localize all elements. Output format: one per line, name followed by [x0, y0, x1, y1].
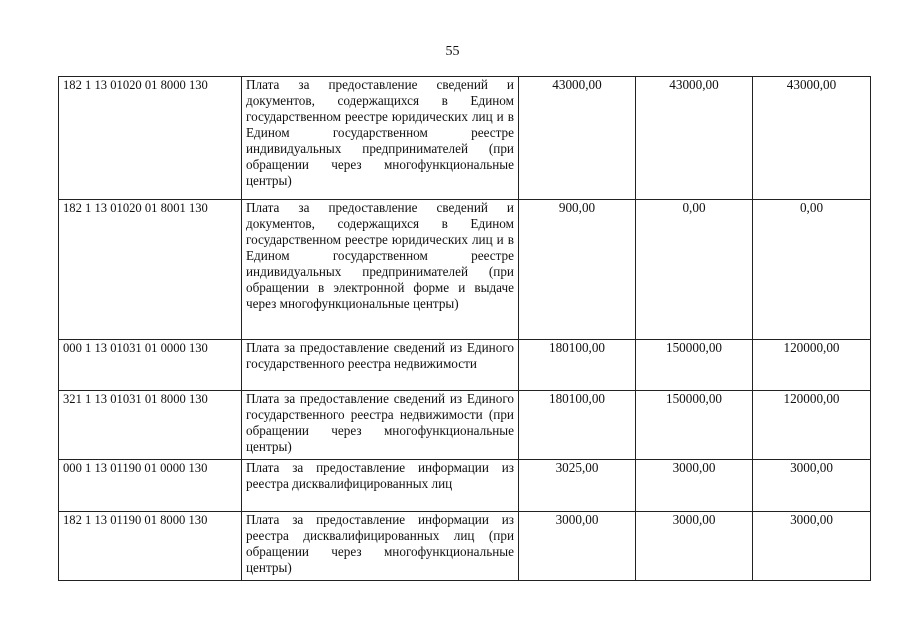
- amount-year-3: 3000,00: [753, 512, 871, 581]
- amount-year-3: 120000,00: [753, 391, 871, 460]
- revenue-description: Плата за предоставление информации из реестра дисквалифицированных лиц (при обращении через многофункциональные центры): [242, 512, 519, 581]
- amount-year-1: 3000,00: [519, 512, 636, 581]
- amount-year-1: 900,00: [519, 200, 636, 340]
- amount-year-1: 180100,00: [519, 391, 636, 460]
- table-row: [59, 340, 871, 391]
- table-row: [59, 77, 871, 200]
- revenue-table: [58, 76, 871, 581]
- budget-classification-code: 000 1 13 01031 01 0000 130: [59, 340, 242, 391]
- table-row: [59, 391, 871, 460]
- amount-year-3: 3000,00: [753, 460, 871, 512]
- revenue-description: Плата за предоставление сведений и документов, содержащихся в Едином государственном реестре юридических лиц и в Едином государственном реестре индивидуальных предпринимателей (при обращении в электронной форме и выдаче через многофункциональные центры): [242, 200, 519, 340]
- table-row: [59, 200, 871, 340]
- revenue-description: Плата за предоставление сведений и документов, содержащихся в Едином государственном реестре юридических лиц и в Едином государственном реестре индивидуальных предпринимателей (при обращении через многофункциональные центры): [242, 77, 519, 200]
- budget-classification-code: 321 1 13 01031 01 8000 130: [59, 391, 242, 460]
- amount-year-3: 43000,00: [753, 77, 871, 200]
- table-row: [59, 512, 871, 581]
- budget-classification-code: 000 1 13 01190 01 0000 130: [59, 460, 242, 512]
- amount-year-2: 150000,00: [636, 340, 753, 391]
- amount-year-3: 0,00: [753, 200, 871, 340]
- budget-classification-code: 182 1 13 01020 01 8001 130: [59, 200, 242, 340]
- amount-year-2: 150000,00: [636, 391, 753, 460]
- amount-year-1: 43000,00: [519, 77, 636, 200]
- amount-year-2: 0,00: [636, 200, 753, 340]
- table-row: [59, 460, 871, 512]
- amount-year-1: 3025,00: [519, 460, 636, 512]
- budget-classification-code: 182 1 13 01190 01 8000 130: [59, 512, 242, 581]
- revenue-description: Плата за предоставление информации из реестра дисквалифицированных лиц: [242, 460, 519, 512]
- revenue-description: Плата за предоставление сведений из Единого государственного реестра недвижимости (при обращении через многофункциональные центры): [242, 391, 519, 460]
- budget-classification-code: 182 1 13 01020 01 8000 130: [59, 77, 242, 200]
- amount-year-2: 3000,00: [636, 512, 753, 581]
- amount-year-2: 3000,00: [636, 460, 753, 512]
- amount-year-2: 43000,00: [636, 77, 753, 200]
- amount-year-3: 120000,00: [753, 340, 871, 391]
- amount-year-1: 180100,00: [519, 340, 636, 391]
- revenue-description: Плата за предоставление сведений из Единого государственного реестра недвижимости: [242, 340, 519, 391]
- page-number: 55: [445, 44, 460, 59]
